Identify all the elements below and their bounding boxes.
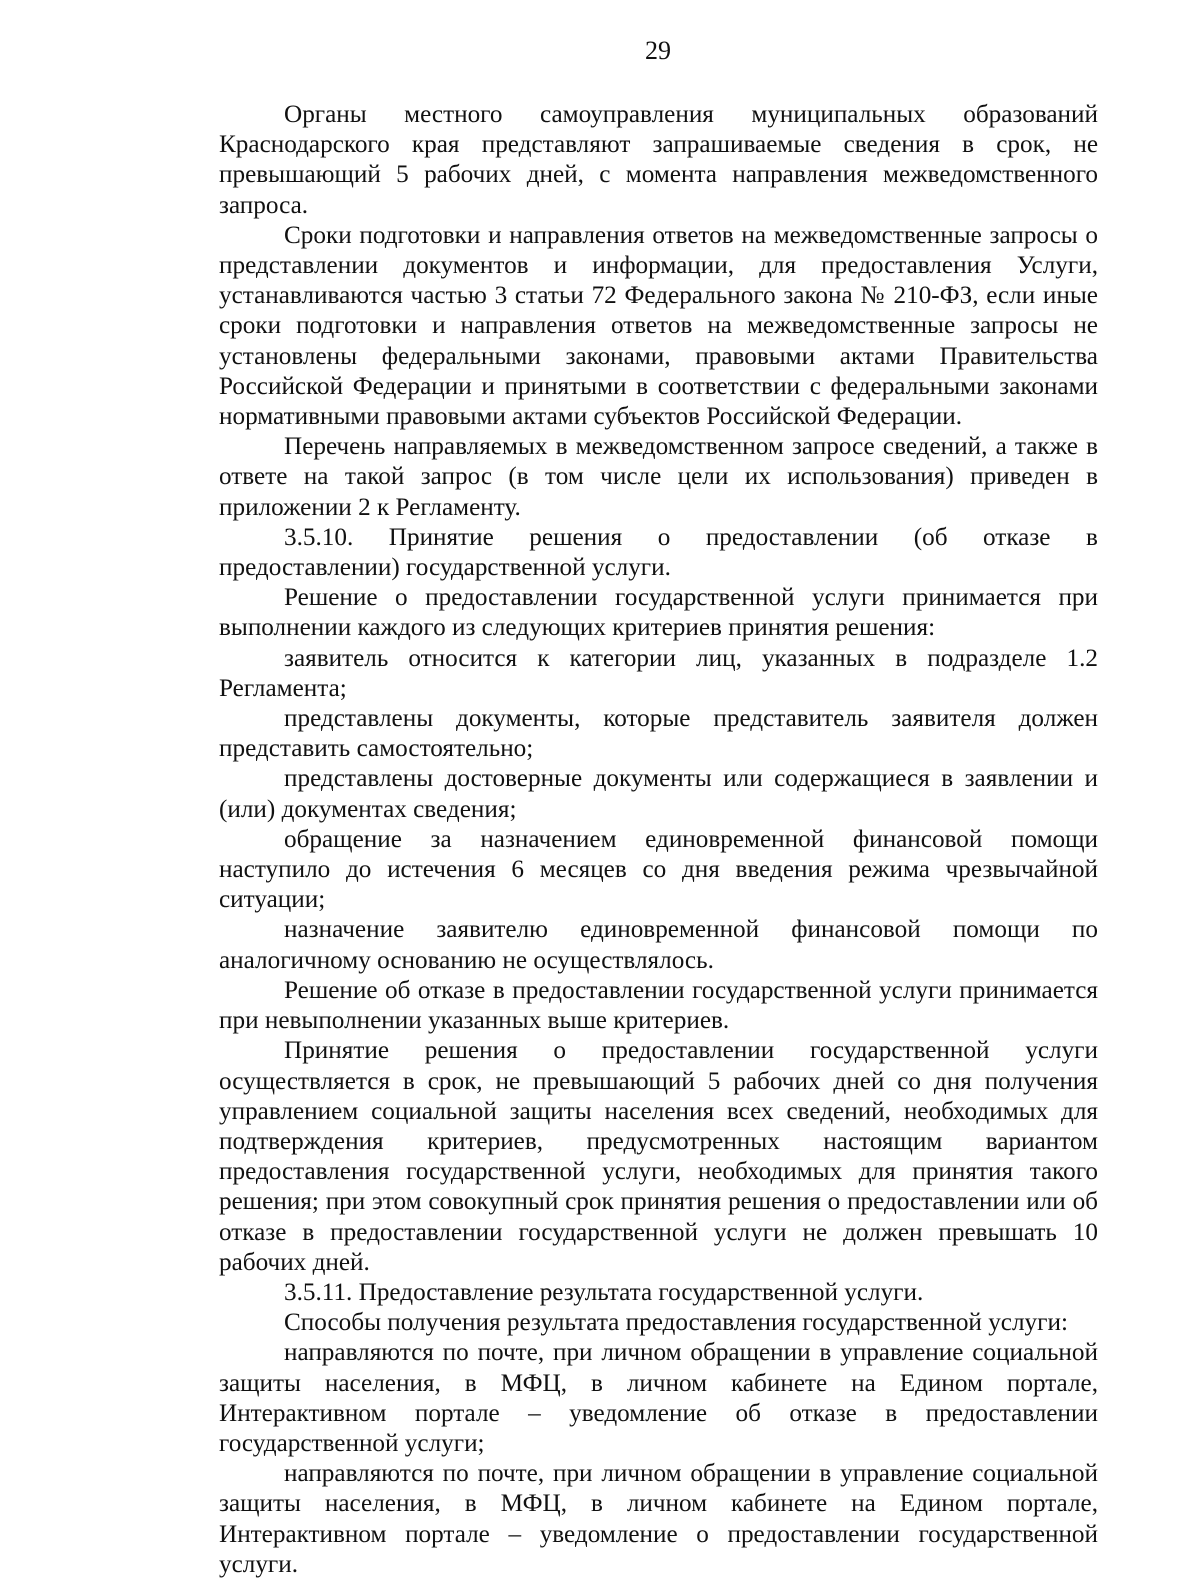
heading-word: 3.5.10. xyxy=(284,523,354,551)
paragraph: Способы получения результата предоставления государственной услуги: xyxy=(284,1309,1068,1337)
criterion-item: назначение заявителю единовременной финансовой помощи по аналогичному основанию не осуществлялось. xyxy=(219,916,1098,974)
paragraph: Решение об отказе в предоставлении государственной услуги принимается при невыполнении указанных выше критериев. xyxy=(219,976,1098,1035)
delivery-method-item: направляются по почте, при личном обращении в управление социальной защиты населения, в МФЦ, в личном кабинете на Едином портале, Интерактивном портале – уведомление о предоставлении государственной услуги. xyxy=(219,1460,1098,1578)
criterion-item: представлены достоверные документы или содержащиеся в заявлении и (или) документах сведения; xyxy=(219,765,1098,823)
paragraph: Решение о предоставлении государственной услуги принимается при выполнении каждого из следующих критериев принятия решения: xyxy=(219,584,1098,642)
heading-word: решения xyxy=(529,523,623,551)
criterion-item: представлены документы, которые представитель заявителя должен представить самостоятельно; xyxy=(219,705,1098,763)
paragraph: Органы местного самоуправления муниципальных образований Краснодарского края представляют запрашиваемые сведения в срок, не превышающий 5 рабочих дней, с момента направления межведомственного запроса. xyxy=(219,101,1098,219)
section-heading-3-5-11: 3.5.11. Предоставление результата государственной услуги. xyxy=(284,1278,924,1306)
delivery-method-item: направляются по почте, при личном обращении в управление социальной защиты населения, в МФЦ, в личном кабинете на Едином портале, Интерактивном портале – уведомление об отказе в предоставлении государственной услуги; xyxy=(219,1339,1098,1457)
heading-word: о xyxy=(657,523,671,551)
paragraph: Принятие решения о предоставлении государственной услуги осуществляется в срок, не превышающий 5 рабочих дней со дня получения управлением социальной защиты населения всех сведений, необходимых для подтверждения критериев, предусмотренных настоящим вариантом предоставления государственной услуги, необходимых для принятия такого решения; при этом совокупный срок принятия решения о предоставлении или об отказе в предоставлении государственной услуги не должен превышать 10 рабочих дней. xyxy=(219,1037,1098,1276)
section-heading-3-5-10 xyxy=(219,523,1098,553)
criterion-item: заявитель относится к категории лиц, указанных в подразделе 1.2 Регламента; xyxy=(219,644,1098,702)
section-heading-continuation: предоставлении) государственной услуги. xyxy=(219,554,671,582)
paragraph: Сроки подготовки и направления ответов на межведомственные запросы о представлении документов и информации, для предоставления Услуги, устанавливаются частью 3 статьи 72 Федерального закона № 210-ФЗ, если иные сроки подготовки и направления ответов на межведомственные запросы не установлены федеральными законами, правовыми актами Правительства Российской Федерации и принятыми в соответствии с федеральными законами нормативными правовыми актами субъектов Российской Федерации. xyxy=(219,221,1098,431)
heading-word: предоставлении xyxy=(705,523,879,551)
heading-word: Принятие xyxy=(388,523,494,551)
heading-word: в xyxy=(1086,523,1098,551)
criterion-item: обращение за назначением единовременной финансовой помощи наступило до истечения 6 месяцев со дня введения режима чрезвычайной ситуации; xyxy=(219,825,1098,914)
paragraph: Перечень направляемых в межведомственном запросе сведений, а также в ответе на такой запрос (в том числе цели их использования) приведен в приложении 2 к Регламенту. xyxy=(219,433,1098,521)
document-body xyxy=(219,100,1098,1580)
heading-word: (об xyxy=(913,523,948,551)
page-number: 29 xyxy=(645,36,671,65)
heading-word: отказе xyxy=(983,523,1051,551)
